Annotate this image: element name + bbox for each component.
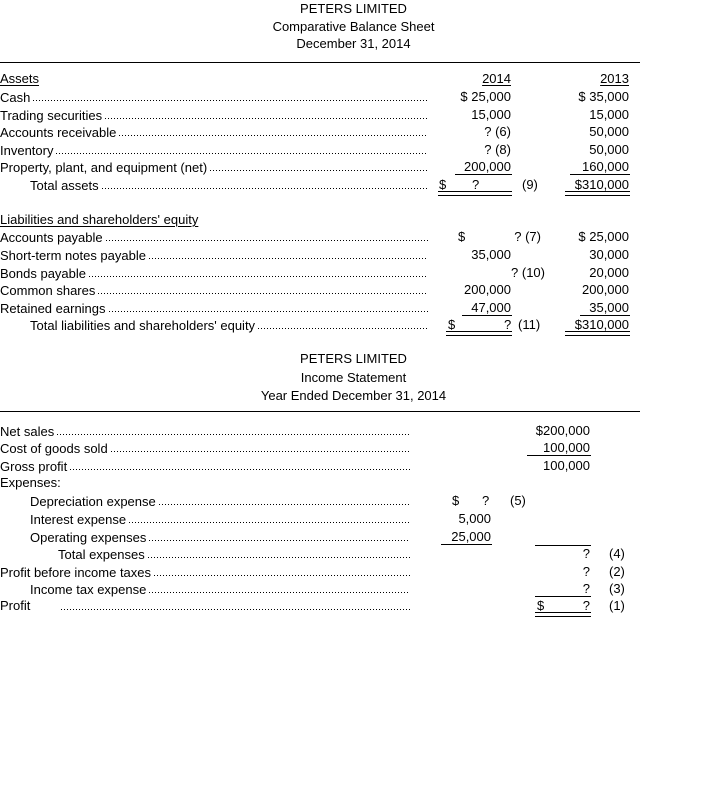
cogs-value: 100,000 [543, 440, 590, 455]
expense-value: 25,000 [451, 529, 491, 544]
asset-label: Cash [0, 90, 31, 105]
liability-label: Accounts payable [0, 230, 103, 245]
gross-profit-label: Gross profit [0, 459, 68, 474]
asset-2014-value: $ 25,000 [460, 89, 511, 104]
subtotal-rule [527, 455, 591, 456]
asset-row [0, 141, 428, 157]
asset-2014-value: 15,000 [471, 107, 511, 122]
asset-2013-value: 50,000 [589, 142, 629, 157]
total-expenses-row [58, 545, 410, 561]
gross-profit-row [0, 457, 410, 473]
col-2013-header: 2013 [600, 71, 629, 86]
subtotal-rule [441, 544, 492, 545]
total-liabilities-label: Total liabilities and shareholders' equity [30, 318, 256, 333]
total-assets-2013: $310,000 [574, 177, 629, 192]
assets-heading: Assets [0, 71, 40, 86]
liability-label: Short-term notes payable [0, 248, 146, 263]
subtotal-rule [535, 596, 591, 597]
total-assets-row [30, 176, 428, 192]
expense-value: 5,000 [458, 511, 491, 526]
pbt-value: ? [582, 564, 590, 579]
liability-row [0, 264, 428, 280]
total-expenses-label: Total expenses [58, 547, 145, 562]
total-liabilities-dollar: $ [448, 317, 456, 332]
expense-note: (5) [510, 493, 526, 508]
asset-label: Accounts receivable [0, 125, 117, 140]
is-header-rule [0, 411, 640, 412]
total-assets-dollar: $ [439, 177, 447, 192]
liability-2014-value: 47,000 [471, 300, 511, 315]
liability-label: Retained earnings [0, 301, 106, 316]
total-liabilities-note: (11) [518, 317, 541, 332]
total-liabilities-row [30, 316, 428, 332]
pbt-note: (2) [609, 564, 625, 579]
expense-row [30, 510, 410, 526]
asset-2014-value: 200,000 [464, 159, 511, 174]
is-company: PETERS LIMITED [300, 351, 407, 366]
liability-2014-value: 35,000 [471, 247, 511, 262]
liability-2014-value: 200,000 [464, 282, 511, 297]
double-underline [446, 331, 512, 336]
expense-row [30, 492, 410, 508]
asset-2013-value: 160,000 [582, 159, 629, 174]
bs-header-rule [0, 62, 640, 63]
double-underline [565, 331, 630, 336]
total-expenses-note: (4) [609, 546, 625, 561]
expense-row [30, 528, 410, 544]
income-tax-note: (3) [609, 581, 625, 596]
double-underline [565, 191, 630, 196]
profit-leader [60, 597, 410, 613]
expense-label: Operating expenses [30, 530, 147, 545]
asset-row [0, 123, 428, 139]
total-assets-label: Total assets [30, 178, 99, 193]
liability-2014-value: ? (7) [514, 229, 541, 244]
expense-value: ? [482, 493, 490, 508]
net-sales-value: $200,000 [535, 423, 590, 438]
liability-label: Bonds payable [0, 266, 87, 281]
total-assets-note: (9) [522, 177, 538, 192]
asset-row [0, 158, 428, 174]
cogs-label: Cost of goods sold [0, 441, 108, 456]
total-liabilities-2013: $310,000 [574, 317, 629, 332]
income-tax-label: Income tax expense [30, 582, 147, 597]
expenses-heading: Expenses: [0, 475, 61, 490]
total-liabilities-2014: ? [504, 317, 512, 332]
bs-date: December 31, 2014 [296, 36, 411, 51]
bs-company: PETERS LIMITED [300, 1, 407, 16]
liability-row [0, 228, 428, 244]
asset-label: Trading securities [0, 108, 103, 123]
subtotal-rule [580, 315, 630, 316]
liability-row [0, 299, 428, 315]
liability-2013-value: 30,000 [589, 247, 629, 262]
asset-2013-value: 50,000 [589, 124, 629, 139]
liability-row [0, 281, 428, 297]
liability-2014-value: ? (10) [511, 265, 545, 280]
subtotal-rule [462, 315, 512, 316]
subtotal-rule [455, 174, 512, 175]
net-sales-label: Net sales [0, 424, 55, 439]
col-2014-header: 2014 [482, 71, 511, 86]
gross-profit-value: 100,000 [543, 458, 590, 473]
expense-dollar: $ [452, 493, 460, 508]
subtotal-rule [570, 174, 630, 175]
income-tax-row [30, 580, 410, 596]
liability-2013-value: $ 25,000 [578, 229, 629, 244]
liability-2013-value: 20,000 [589, 265, 629, 280]
double-underline [535, 612, 591, 617]
is-title: Income Statement [300, 370, 407, 385]
asset-label: Inventory [0, 143, 54, 158]
expense-label: Depreciation expense [30, 494, 156, 509]
liability-dollar: $ [458, 229, 466, 244]
is-period: Year Ended December 31, 2014 [260, 388, 447, 403]
net-sales-row [0, 422, 410, 438]
total-expenses-value: ? [582, 546, 590, 561]
profit-value: ? [582, 598, 590, 613]
profit-dollar: $ [537, 598, 545, 613]
asset-label: Property, plant, and equipment (net) [0, 160, 208, 175]
asset-2014-value: ? (8) [484, 142, 511, 157]
asset-2013-value: 15,000 [589, 107, 629, 122]
double-underline [438, 191, 512, 196]
liability-2013-value: 35,000 [589, 300, 629, 315]
total-assets-2014: ? [472, 177, 480, 192]
profit-note: (1) [609, 598, 625, 613]
asset-2013-value: $ 35,000 [578, 89, 629, 104]
bs-title: Comparative Balance Sheet [272, 19, 435, 34]
income-tax-value: ? [582, 581, 590, 596]
asset-row [0, 88, 428, 104]
asset-row [0, 106, 428, 122]
expense-label: Interest expense [30, 512, 127, 527]
liability-label: Common shares [0, 283, 96, 298]
liability-row [0, 246, 428, 262]
pbt-label: Profit before income taxes [0, 565, 152, 580]
pbt-row [0, 563, 410, 579]
asset-2014-value: ? (6) [484, 124, 511, 139]
cogs-row [0, 439, 410, 455]
liabilities-heading: Liabilities and shareholders' equity [0, 212, 199, 227]
profit-label: Profit [0, 598, 31, 613]
liability-2013-value: 200,000 [582, 282, 629, 297]
